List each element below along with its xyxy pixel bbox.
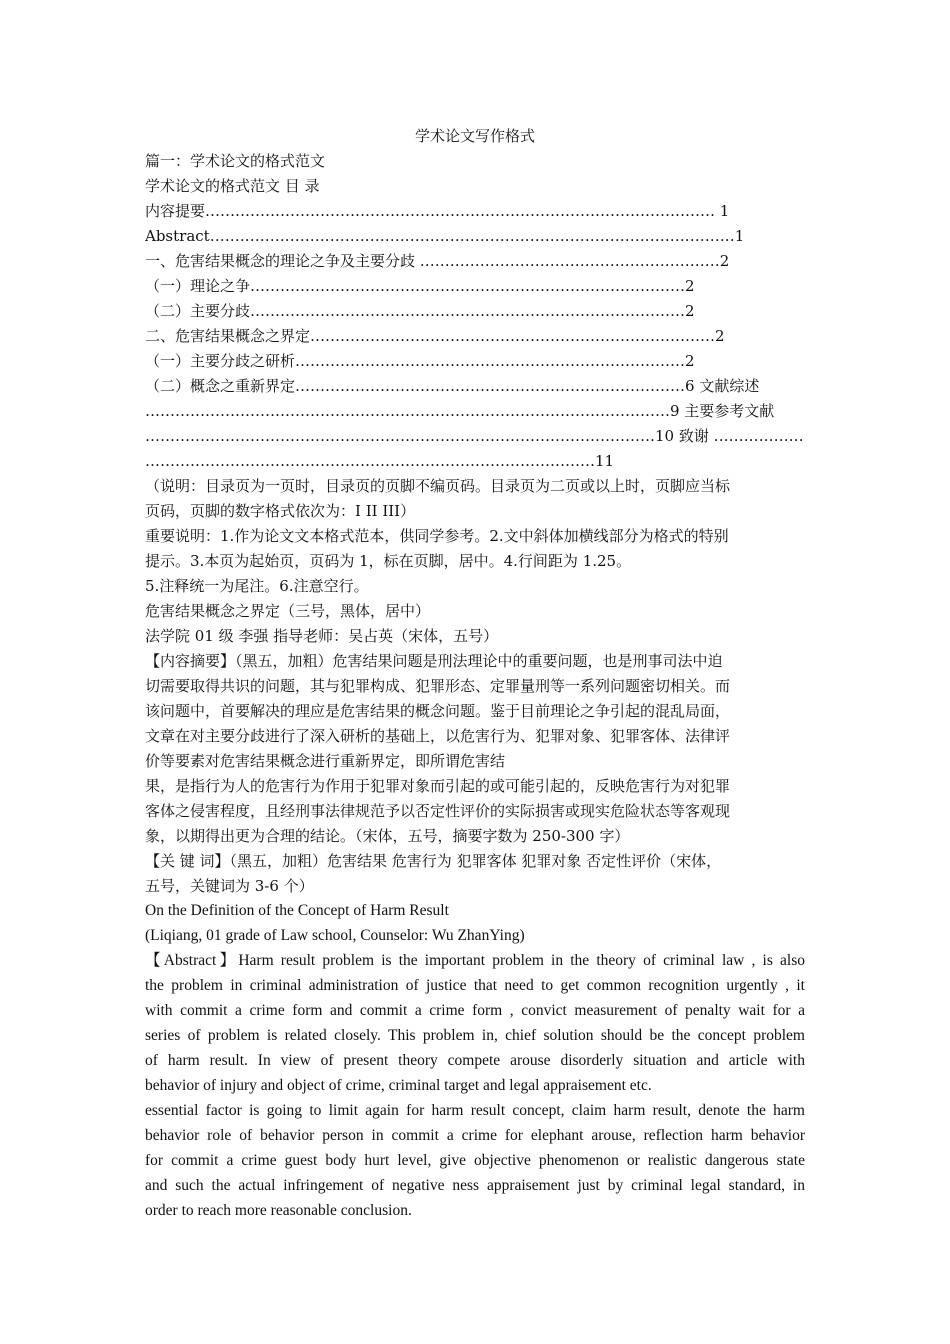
abstract-en-line: with commit a crime form and commit a crime form , convict measurement of penalty wait for a [145,1002,805,1019]
toc-entry: （一）理论之争……………………………………………………………………………2 [145,277,695,295]
abstract-en-line: of harm result. In view of present theory compete arouse disorderly situation and article with [145,1052,805,1069]
abstract-cn-line: 【内容摘要】（黑五，加粗）危害结果问题是刑法理论中的重要问题，也是刑事司法中迫 [145,652,723,670]
abstract-cn-line: 该问题中，首要解决的理应是危害结果的概念问题。鉴于目前理论之争引起的混乱局面， [145,702,731,720]
toc-entry: ………………………………………………………………………………11 [145,452,615,470]
abstract-en-line: for commit a crime guest body hurt level, give objective phenomenon or realistic dangerous state [145,1152,805,1169]
abstract-cn-line: 客体之侵害程度，且经刑事法律规范予以否定性评价的实际损害或现实危险状态等客观现 [145,802,731,820]
note-line: 5.注释统一为尾注。6.注意空行。 [145,577,369,595]
abstract-cn-line: 文章在对主要分歧进行了深入研析的基础上，以危害行为、犯罪对象、犯罪客体、法律评 [145,727,731,745]
abstract-en-line: behavior of injury and object of crime, criminal target and legal appraisement etc. [145,1077,652,1094]
toc-entry: （二）主要分歧……………………………………………………………………………2 [145,302,695,320]
toc-entry: 一、危害结果概念的理论之争及主要分歧 ……………………………………………………2 [145,252,730,270]
toc-entry: （一）主要分歧之研析……………………………………………………………………2 [145,352,695,370]
toc-heading: 学术论文的格式范文 目 录 [145,177,320,195]
abstract-en-line: essential factor is going to limit again for harm result concept, claim harm result, denote the harm [145,1102,805,1119]
paper-title-en: On the Definition of the Concept of Harm Result [145,902,449,919]
abstract-en-line: behavior role of behavior person in commit a crime for elephant arouse, reflection harm behavior [145,1127,805,1144]
author-line-en: (Liqiang, 01 grade of Law school, Counselor: Wu ZhanYing) [145,927,525,944]
note-line: 页码，页脚的数字格式依次为：I II III） [145,502,416,520]
toc-entry: 内容提要………………………………………………………………………………………… 1 [145,202,730,220]
toc-entry: Abstract……………………………………………………………………………………………1 [145,227,745,245]
note-line: （说明：目录页为一页时，目录页的页脚不编页码。目录页为二页或以上时，页脚应当标 [145,477,731,495]
toc-entry: （二）概念之重新界定……………………………………………………………………6 文献综述 [145,377,760,395]
note-line: 提示。3.本页为起始页，页码为 1，标在页脚，居中。4.行间距为 1.25。 [145,552,632,570]
abstract-en-line: 【Abstract】Harm result problem is the important problem in the theory of criminal law , is also [145,952,805,969]
keywords-cn-line: 五号，关键词为 3-6 个） [145,877,314,895]
abstract-en-line: the problem in criminal administration of justice that need to get common recognition urgently , it [145,977,805,994]
abstract-cn-line: 象，以期得出更为合理的结论。（宋体，五号，摘要字数为 250-300 字） [145,827,630,845]
abstract-cn-line: 价等要素对危害结果概念进行重新界定，即所谓危害结 [145,752,506,770]
note-line: 重要说明：1.作为论文文本格式范本，供同学参考。2.文中斜体加横线部分为格式的特别 [145,527,729,545]
abstract-en-line: series of problem is related closely. This problem in, chief solution should be the concept problem [145,1027,805,1044]
abstract-en-line: order to reach more reasonable conclusion. [145,1202,412,1219]
document-title: 学术论文写作格式 [414,127,535,145]
paper-title-cn: 危害结果概念之界定（三号，黑体，居中） [145,602,431,620]
abstract-cn-line: 切需要取得共识的问题，其与犯罪构成、犯罪形态、定罪量刑等一系列问题密切相关。而 [145,677,731,695]
toc-entry: 二、危害结果概念之界定………………………………………………………………………2 [145,327,725,345]
toc-entry: ……………………………………………………………………………………………9 主要参考文献 [145,402,775,420]
keywords-cn-line: 【关 键 词】（黑五，加粗）危害结果 危害行为 犯罪客体 犯罪对象 否定性评价（宋体， [145,852,722,870]
author-line-cn: 法学院 01 级 李强 指导老师：吴占英（宋体，五号） [145,627,499,645]
toc-entry: …………………………………………………………………………………………10 致谢 ……………… [145,427,804,445]
abstract-cn-line: 果，是指行为人的危害行为作用于犯罪对象而引起的或可能引起的，反映危害行为对犯罪 [145,777,731,795]
chapter-heading: 篇一：学术论文的格式范文 [145,152,326,170]
abstract-en-line: and such the actual infringement of negative ness appraisement just by criminal legal standard, in [145,1177,805,1194]
